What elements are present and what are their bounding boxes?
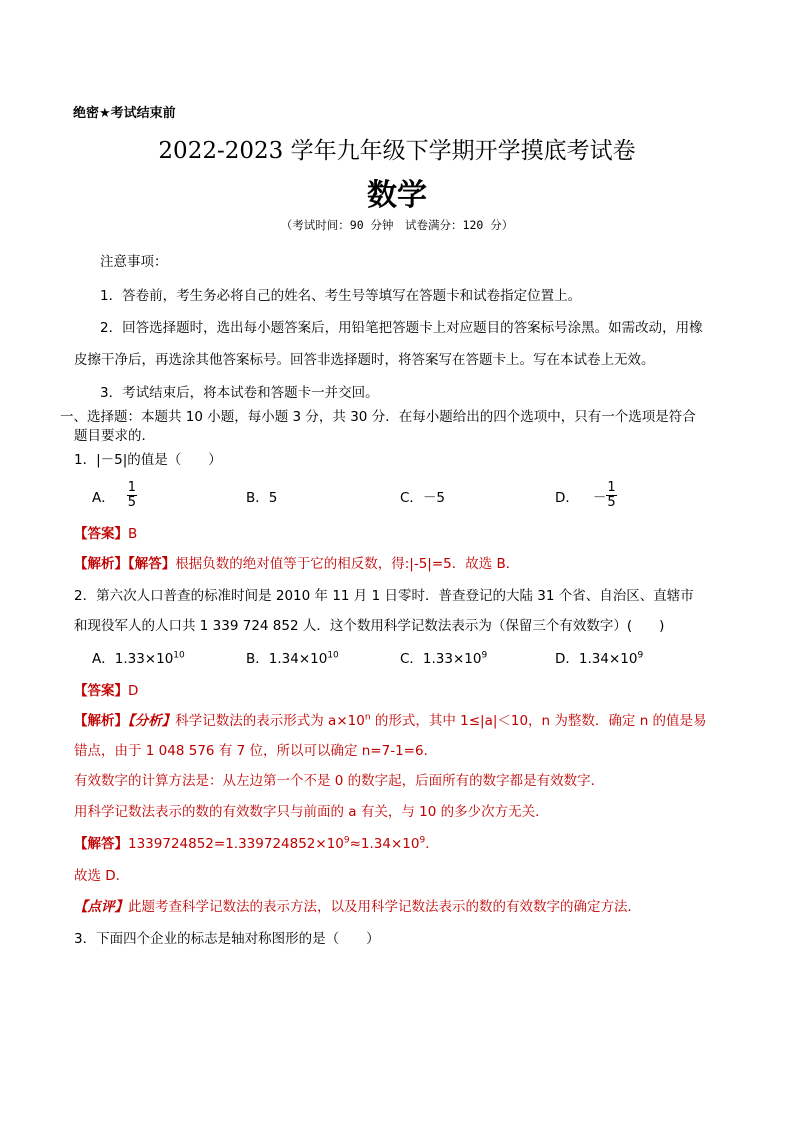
q1-option-d-numerator: 1 bbox=[607, 480, 616, 495]
q1-answer bbox=[74, 522, 137, 542]
q2-option-d-exp: 9 bbox=[637, 650, 644, 661]
notice-item-2-line-1: 2．回答选择题时，选出每小题答案后，用铅笔把答题卡上对应题目的答案标号涂黑。如需改动，用橡 bbox=[100, 320, 703, 336]
q2-solution-c: ． bbox=[425, 836, 439, 852]
q1-option-d bbox=[555, 481, 617, 510]
notice-item-1: 1．答卷前，考生务必将自己的姓名、考生号等填写在答题卡和试卷指定位置上。 bbox=[100, 288, 582, 304]
q2-analysis-line-1-exp: n bbox=[364, 712, 371, 723]
q2-option-a-exp: 10 bbox=[173, 650, 185, 661]
q1-option-c: C．－5 bbox=[400, 490, 446, 506]
q2-analysis-line-3: 有效数字的计算方法是：从左边第一个不是 0 的数字起，后面所有的数字都是有效数字． bbox=[74, 773, 605, 789]
q2-option-b-base: B．1.34×10 bbox=[246, 651, 328, 667]
q3-stem: 3．下面四个企业的标志是轴对称图形的是（ ） bbox=[74, 931, 380, 947]
q2-option-a bbox=[92, 647, 185, 667]
q2-comment bbox=[74, 895, 641, 915]
q2-solution-b: ≈1.34×10 bbox=[349, 836, 420, 852]
q1-analysis-label: 【解析】【解答】 bbox=[74, 556, 176, 572]
q2-option-c-exp: 9 bbox=[481, 650, 488, 661]
notice-item-3: 3．考试结束后，将本试卷和答题卡一并交回。 bbox=[100, 385, 379, 401]
q2-solution-label: 【解答】 bbox=[74, 836, 128, 852]
q1-option-a-fraction bbox=[127, 481, 137, 510]
q1-option-d-fraction bbox=[606, 481, 616, 510]
q1-stem: 1．|－5|的值是（ ） bbox=[74, 452, 222, 468]
q2-option-a-base: A．1.33×10 bbox=[92, 651, 174, 667]
secret-label: 绝密★考试结束前 bbox=[73, 106, 176, 121]
q2-comment-label: 【点评】 bbox=[74, 899, 128, 915]
q2-answer bbox=[74, 679, 138, 699]
q2-stem-line-2: 和现役军人的人口共 1 339 724 852 人．这个数用科学记数法表示为（保留三个有效数字）( ) bbox=[74, 618, 665, 634]
q1-option-d-label: D． bbox=[555, 489, 579, 506]
q1-analysis-text: 根据负数的绝对值等于它的相反数，得:|-5|=5．故选 B． bbox=[175, 556, 520, 572]
q2-fenxi-label: 【分析】 bbox=[128, 713, 176, 729]
q1-analysis bbox=[74, 552, 519, 572]
q2-option-c-base: C．1.33×10 bbox=[400, 651, 482, 667]
q2-solution-exp-1: 9 bbox=[343, 835, 350, 846]
q2-option-d bbox=[555, 647, 643, 667]
q2-analysis-label: 【解析】 bbox=[74, 713, 128, 729]
q2-stem-line-1: 2．第六次人口普查的标准时间是 2010 年 11 月 1 日零时．普查登记的大陆 31 个省、自治区、直辖市 bbox=[74, 588, 694, 604]
q2-solution bbox=[74, 832, 439, 852]
q2-solution-a: 1339724852=1.339724852×10 bbox=[128, 836, 344, 852]
q2-option-b bbox=[246, 647, 339, 667]
q2-answer-value: D bbox=[128, 683, 139, 699]
q2-analysis-line-1a: 科学记数法的表示形式为 a×10 bbox=[175, 713, 365, 729]
exam-title: 2022-2023 学年九年级下学期开学摸底考试卷 bbox=[158, 138, 636, 164]
q1-option-d-sign: － bbox=[592, 489, 607, 506]
subject-title: 数学 bbox=[367, 178, 427, 213]
q2-analysis-line-1b: 的形式，其中 1≤|a|＜10，n 为整数．确定 n 的值是易 bbox=[370, 713, 707, 729]
q2-solution-exp-2: 9 bbox=[419, 835, 426, 846]
q2-analysis-line-4: 用科学记数法表示的数的有效数字只与前面的 a 有关，与 10 的多少次方无关． bbox=[74, 804, 549, 820]
section-heading-line-2: 题目要求的． bbox=[74, 428, 155, 444]
q1-option-d-denominator: 5 bbox=[607, 495, 616, 510]
q2-option-d-base: D．1.34×10 bbox=[555, 651, 638, 667]
notice-item-2-line-2: 皮擦干净后，再选涂其他答案标号。回答非选择题时，将答案写在答题卡上。写在本试卷上无效。 bbox=[74, 352, 655, 368]
q1-answer-value: B bbox=[128, 526, 138, 542]
q1-answer-label: 【答案】 bbox=[74, 526, 128, 542]
q2-option-c bbox=[400, 647, 487, 667]
q1-option-a-denominator: 5 bbox=[127, 495, 137, 510]
q2-analysis-line-1 bbox=[74, 709, 707, 729]
q1-option-a-label: A． bbox=[92, 489, 115, 506]
q2-comment-text: 此题考查科学记数法的表示方法，以及用科学记数法表示的数的有效数字的确定方法． bbox=[128, 899, 641, 915]
section-heading-line-1: 一、选择题：本题共 10 小题，每小题 3 分，共 30 分．在每小题给出的四个选项中，只有一个选项是符合 bbox=[60, 409, 696, 425]
q2-option-b-exp: 10 bbox=[327, 650, 339, 661]
notice-heading: 注意事项： bbox=[100, 254, 168, 270]
q2-conclusion: 故选 D． bbox=[74, 868, 130, 884]
q1-option-a-numerator: 1 bbox=[127, 480, 137, 495]
q2-answer-label: 【答案】 bbox=[74, 683, 128, 699]
q1-option-a bbox=[92, 481, 137, 510]
q1-option-b: B．5 bbox=[246, 490, 278, 506]
q2-analysis-line-2: 错点，由于 1 048 576 有 7 位，所以可以确定 n=7-1=6． bbox=[74, 743, 438, 759]
time-info: （考试时间：90 分钟 试卷满分：120 分） bbox=[280, 218, 514, 232]
